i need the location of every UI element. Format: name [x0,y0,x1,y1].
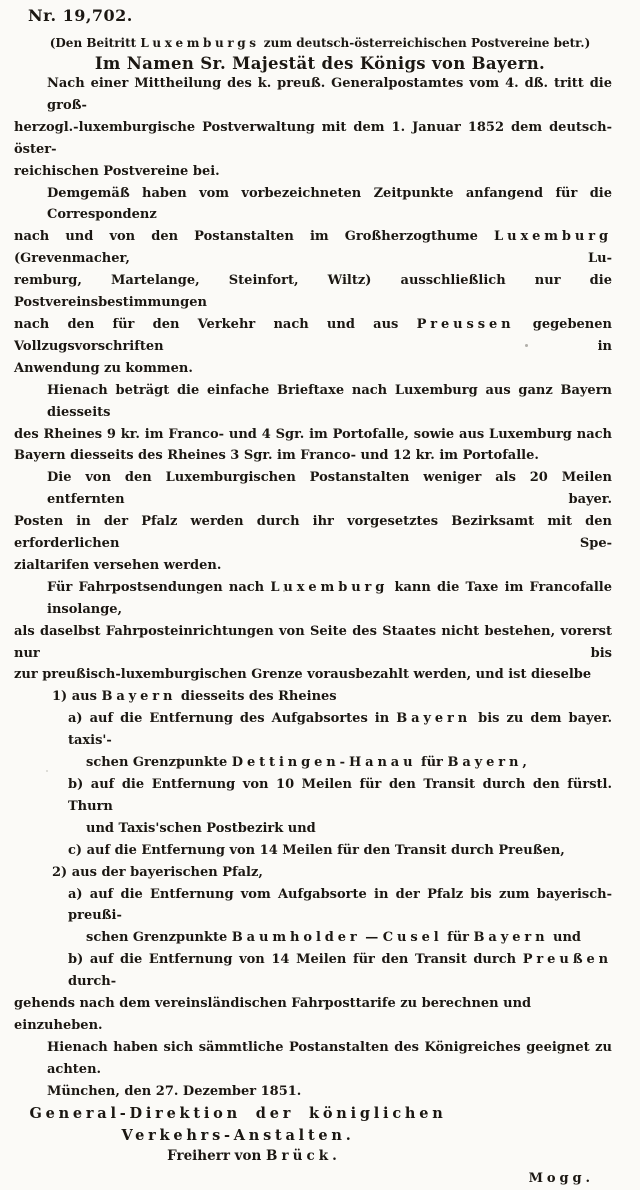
text-segment: (Den Beitritt [49,36,141,50]
emphasized-word: Bayern [447,755,523,771]
text-segment: für [416,755,448,771]
text-line [14,708,612,752]
text-segment: a) auf die Entfernung des Aufgabsortes in [68,711,397,727]
emphasized-word: Bayern [101,689,177,705]
text-segment: Hienach haben sich sämmtliche Postanstalten des Königreiches geeignet zu achten. [47,1039,612,1077]
text-segment: Hienach beträgt die einfache Brieftaxe nach Luxemburg aus ganz Bayern diesseits [47,382,612,420]
document-title: Im Namen Sr. Majestät des Königs von Bayern. [94,54,546,73]
text-line [14,424,612,446]
document-number: Nr. 19,702. [28,6,133,25]
text-segment: diesseits des Rheines [176,689,337,705]
emphasized-word: Preußen [522,952,612,968]
text-line [14,818,612,840]
text-segment: bis zu dem bayer. taxis'- [68,711,613,749]
text-segment: zum deutsch-österreichischen Postvereine betr.) [259,36,591,50]
text-segment: Demgemäß haben vom vorbezeichneten Zeitpunkte anfangend für die Correspondenz [47,185,612,223]
text-segment: Für Fahrpostsendungen nach [47,579,271,595]
text-line [14,577,612,621]
text-segment: a) auf die Entfernung vom Aufgabsorte in der Pfalz bis zum bayerisch-preußi- [68,886,612,924]
text-segment: nach und von den Postanstalten im Großherzogthume [14,229,495,245]
emphasized-word: Bayern [396,711,472,727]
text-line [14,445,612,467]
text-segment: gegebenen Vollzugsvorschriften in [14,316,612,354]
text-segment: . [332,1148,337,1165]
text-segment: kann die Taxe im Francofalle insolange, [47,579,613,617]
text-line [14,993,612,1037]
text-segment: schen Grenzpunkte [86,930,232,946]
text-segment: . [585,1171,590,1187]
text-segment: remburg, Martelange, Steinfort, Wiltz) ausschließlich nur die Postvereinsbestimmungen [14,273,612,311]
text-line [14,664,612,686]
emphasized-word: Dettingen-Hanau [231,755,417,771]
document-body [14,73,612,1190]
text-line [14,840,612,862]
text-segment: und Taxis'schen Postbezirk und [86,820,316,836]
text-line [14,511,612,555]
emphasized-word: Bayern [473,930,549,946]
text-line [14,1168,612,1190]
scan-speck [283,590,285,592]
text-line [14,226,612,270]
text-line [14,752,612,774]
text-segment: 1) aus [52,689,102,705]
text-segment: b) auf die Entfernung von 10 Meilen für den Transit durch den fürstl. Thurn [68,777,612,814]
text-segment: des Rheines 9 kr. im Franco- und 4 Sgr. im Portofalle, sowie aus Luxemburg nach [14,426,612,442]
text-segment: c) auf die Entfernung von 14 Meilen für den Transit durch Preußen, [68,842,565,858]
text-segment: reichischen Postvereine bei. [14,163,220,179]
text-segment: b) auf die Entfernung von 14 Meilen für den Transit durch [68,952,523,968]
text-segment: gehends nach dem vereinsländischen Fahrposttarife zu berechnen und einzuheben. [14,996,532,1033]
text-segment: Posten in der Pfalz werden durch ihr vorgesetztes Bezirksamt mit den erforderlichen Spe- [14,514,612,552]
text-segment: Nach einer Mittheilung des k. preuß. Generalpostamtes vom 4. dß. tritt die groß- [47,76,612,113]
text-segment: nach den für den Verkehr nach und aus [14,316,417,332]
text-line [14,927,612,949]
text-segment: Bayern diesseits des Rheines 3 Sgr. im Franco- und 12 kr. im Portofalle. [14,448,539,464]
text-segment: , [522,755,527,771]
text-line [14,1103,612,1147]
text-segment: zur preußisch-luxemburgischen Grenze vorausbezahlt werden, und ist dieselbe [14,667,592,683]
text-line [14,686,612,708]
text-line [14,183,612,227]
text-segment: — [360,930,383,946]
text-line [14,73,612,117]
text-segment: Anwendung zu kommen. [14,360,193,376]
text-segment: durch- [68,974,117,990]
emphasized-word: Baumholder [231,930,361,946]
emphasized-word: Cusel [382,930,443,946]
emphasized-word: General-Direktion der königlichen Verkehrs-Anstalten. [29,1104,447,1144]
text-segment: und [548,930,581,946]
text-line [14,467,612,511]
text-segment: zialtarifen versehen werden. [14,557,222,573]
text-segment: als daselbst Fahrposteinrichtungen von Seite des Staates nicht bestehen, vorerst nur bis [14,623,612,661]
text-segment: schen Grenzpunkte [86,755,232,771]
emphasized-word: Brück [266,1148,333,1165]
text-line [14,621,612,665]
text-line [14,117,612,161]
emphasized-word: Preussen [416,316,515,332]
emphasized-word: Luxemburgs [140,36,260,50]
text-line [14,358,612,380]
text-line [14,1081,612,1103]
text-line [14,555,612,577]
text-segment: München, den 27. Dezember 1851. [47,1083,302,1099]
text-line [14,314,612,358]
text-line [14,774,612,818]
text-line [14,949,612,993]
text-line [14,862,612,884]
text-segment: (Grevenmacher, Lu- [14,251,612,267]
text-line [14,884,612,928]
text-line [14,1146,612,1168]
text-line [14,161,612,183]
text-segment: Die von den Luxemburgischen Postanstalten weniger als 20 Meilen entfernten bayer. [47,470,612,508]
scan-speck [178,758,180,760]
scan-speck [525,344,528,347]
text-line [14,1037,612,1081]
text-line [14,270,612,314]
text-line [14,380,612,424]
emphasized-word: Luxemburg [494,229,612,245]
emphasized-word: Luxemburg [270,579,389,595]
subject-line [0,36,640,50]
scan-speck [46,770,48,772]
text-segment: Freiherr von [167,1148,266,1165]
text-segment: für [442,930,474,946]
emphasized-word: Mogg [528,1171,586,1187]
text-segment: 2) aus der bayerischen Pfalz, [52,864,263,880]
text-segment: herzogl.-luxemburgische Postverwaltung mit dem 1. Januar 1852 dem deutsch-öster- [14,119,612,157]
